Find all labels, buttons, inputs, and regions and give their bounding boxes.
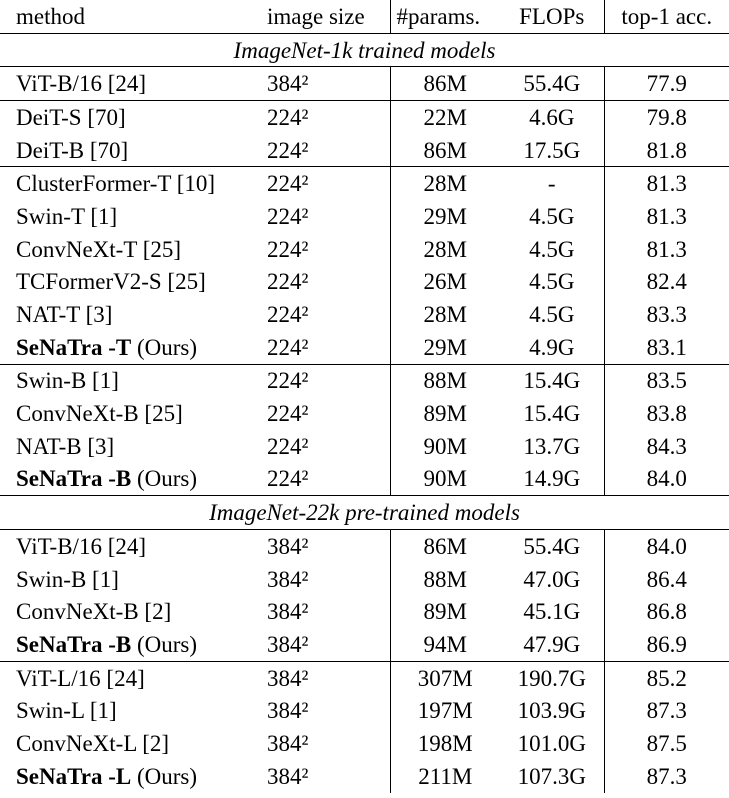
params-cell: 29M [423, 334, 467, 360]
top1-acc-cell: 87.3 [646, 698, 687, 724]
table-row [0, 331, 729, 364]
image-size-cell: 224² [258, 134, 390, 167]
image-size-cell: 224² [258, 397, 390, 430]
params-cell: 94M [423, 631, 467, 657]
flops-cell: 13.7G [500, 430, 604, 463]
image-size-cell: 224² [258, 463, 390, 496]
top1-acc-cell: 83.1 [646, 334, 687, 360]
method-cell: DeiT-B [70] [16, 137, 129, 163]
image-size-cell: 224² [258, 430, 390, 463]
method-name-bold: SeNaTra -B [16, 631, 132, 657]
flops-cell: 47.0G [500, 563, 604, 596]
top1-acc-cell: 81.8 [646, 137, 687, 163]
flops-cell: - [500, 167, 604, 200]
params-cell: 90M [423, 466, 467, 492]
top1-acc-cell: 85.2 [604, 661, 729, 694]
flops-cell: 14.9G [500, 463, 604, 496]
method-cell: NAT-B [3] [16, 433, 115, 459]
table-row [0, 233, 729, 266]
params-cell: 90M [423, 433, 467, 459]
top1-acc-cell: 83.8 [646, 401, 687, 427]
table-row [0, 364, 729, 397]
image-size-cell: 384² [258, 595, 390, 628]
image-size-cell: 384² [258, 563, 390, 596]
flops-cell: 190.7G [500, 661, 604, 694]
flops-cell: 4.5G [500, 233, 604, 266]
flops-cell: 45.1G [500, 595, 604, 628]
section-header-row [0, 33, 729, 67]
flops-cell: 4.5G [500, 266, 604, 299]
image-size-cell: 384² [258, 694, 390, 727]
table-row [0, 67, 729, 101]
image-size-cell: 384² [258, 727, 390, 760]
method-cell: ViT-B/16 [24] [16, 533, 147, 559]
method-cell [0, 628, 258, 661]
header-flops: FLOPs [500, 0, 604, 33]
flops-cell: 15.4G [500, 364, 604, 397]
header-row [0, 0, 729, 33]
top1-acc-cell: 86.9 [646, 631, 687, 657]
top1-acc-cell: 86.8 [646, 599, 687, 625]
top1-acc-cell: 87.5 [646, 730, 687, 756]
flops-cell: 4.5G [500, 298, 604, 331]
top1-acc-cell: 87.3 [646, 763, 687, 789]
method-cell: Swin-L [1] [16, 698, 117, 724]
table-row [0, 397, 729, 430]
params-cell: 28M [423, 302, 467, 328]
top1-acc-cell: 81.3 [646, 203, 687, 229]
image-size-cell: 224² [258, 364, 390, 397]
top1-acc-cell: 79.8 [604, 101, 729, 134]
params-cell: 197M [417, 698, 473, 724]
method-cell [0, 463, 258, 496]
flops-cell: 55.4G [500, 67, 604, 101]
method-cell: ConvNeXt-B [2] [16, 599, 172, 625]
flops-cell: 107.3G [500, 760, 604, 793]
header-image-size: image size [258, 0, 390, 33]
table-row [0, 167, 729, 200]
params-cell: 211M [418, 763, 473, 789]
image-size-cell: 384² [258, 760, 390, 793]
header-params: #params. [396, 3, 481, 29]
top1-acc-cell: 82.4 [646, 269, 687, 295]
method-cell: ClusterFormer-T [10] [0, 167, 258, 200]
params-cell: 86M [423, 137, 467, 163]
top1-acc-cell: 83.3 [646, 302, 687, 328]
flops-cell: 15.4G [500, 397, 604, 430]
params-cell: 88M [390, 364, 500, 397]
table-row [0, 595, 729, 628]
table-row [0, 694, 729, 727]
flops-cell: 47.9G [500, 628, 604, 661]
method-cell: NAT-T [3] [16, 302, 113, 328]
method-name-suffix: (Ours) [131, 631, 197, 657]
method-cell: ConvNeXt-L [2] [16, 730, 170, 756]
params-cell: 26M [423, 269, 467, 295]
table-row [0, 628, 729, 661]
image-size-cell: 224² [258, 331, 390, 364]
method-cell: ConvNeXt-B [25] [16, 401, 183, 427]
image-size-cell: 224² [258, 167, 390, 200]
method-cell: ViT-B/16 [24] [16, 71, 147, 97]
method-cell: Swin-B [1] [0, 364, 258, 397]
method-cell: ConvNeXt-T [25] [16, 236, 182, 262]
top1-acc-cell: 84.3 [646, 433, 687, 459]
params-cell: 89M [423, 401, 467, 427]
params-cell: 86M [423, 71, 467, 97]
top1-acc-cell: 77.9 [646, 71, 687, 97]
table-body [0, 33, 729, 792]
image-size-cell: 224² [258, 298, 390, 331]
method-name-suffix: (Ours) [131, 334, 197, 360]
image-size-cell: 384² [258, 661, 390, 694]
params-cell: 22M [390, 101, 500, 134]
params-cell: 29M [423, 203, 467, 229]
table-row [0, 727, 729, 760]
table-row [0, 266, 729, 299]
table-row [0, 530, 729, 563]
method-cell: Swin-T [1] [16, 203, 118, 229]
section-title: ImageNet-22k pre-trained models [0, 496, 729, 530]
params-cell: 86M [423, 533, 467, 559]
image-size-cell: 224² [258, 233, 390, 266]
params-cell: 28M [423, 236, 467, 262]
image-size-cell: 384² [258, 67, 390, 101]
params-cell: 89M [423, 599, 467, 625]
top1-acc-cell: 81.3 [604, 167, 729, 200]
table-row [0, 134, 729, 167]
top1-acc-cell: 83.5 [604, 364, 729, 397]
flops-cell: 101.0G [500, 727, 604, 760]
table-row [0, 298, 729, 331]
method-name-suffix: (Ours) [131, 763, 197, 789]
top1-acc-cell: 81.3 [646, 236, 687, 262]
image-size-cell: 224² [258, 200, 390, 233]
method-name-bold: SeNaTra -L [16, 763, 132, 789]
method-name-bold: SeNaTra -T [16, 334, 132, 360]
table-row [0, 430, 729, 463]
method-name-suffix: (Ours) [131, 466, 197, 492]
flops-cell: 55.4G [500, 530, 604, 563]
top1-acc-cell: 84.0 [646, 533, 687, 559]
image-size-cell: 384² [258, 530, 390, 563]
method-cell [0, 331, 258, 364]
method-name-bold: SeNaTra -B [16, 466, 132, 492]
header-method: method [16, 3, 85, 29]
image-size-cell: 384² [258, 628, 390, 661]
table-row [0, 661, 729, 694]
flops-cell: 4.6G [500, 101, 604, 134]
top1-acc-cell: 84.0 [646, 466, 687, 492]
method-cell: ViT-L/16 [24] [0, 661, 258, 694]
method-cell: DeiT-S [70] [0, 101, 258, 134]
table-row [0, 101, 729, 134]
flops-cell: 17.5G [500, 134, 604, 167]
method-cell: Swin-B [1] [16, 566, 119, 592]
flops-cell: 4.9G [500, 331, 604, 364]
flops-cell: 103.9G [500, 694, 604, 727]
section-title: ImageNet-1k trained models [0, 33, 729, 67]
params-cell: 88M [423, 566, 467, 592]
params-cell: 28M [390, 167, 500, 200]
table-row [0, 760, 729, 793]
header-top1-acc: top-1 acc. [621, 3, 713, 29]
table-row [0, 563, 729, 596]
table-row [0, 463, 729, 496]
table-row [0, 200, 729, 233]
params-cell: 198M [417, 730, 473, 756]
image-size-cell: 224² [258, 101, 390, 134]
flops-cell: 4.5G [500, 200, 604, 233]
image-size-cell: 224² [258, 266, 390, 299]
section-header-row [0, 496, 729, 530]
top1-acc-cell: 86.4 [646, 566, 687, 592]
method-cell [0, 760, 258, 793]
params-cell: 307M [390, 661, 500, 694]
method-cell: TCFormerV2-S [25] [16, 269, 206, 295]
